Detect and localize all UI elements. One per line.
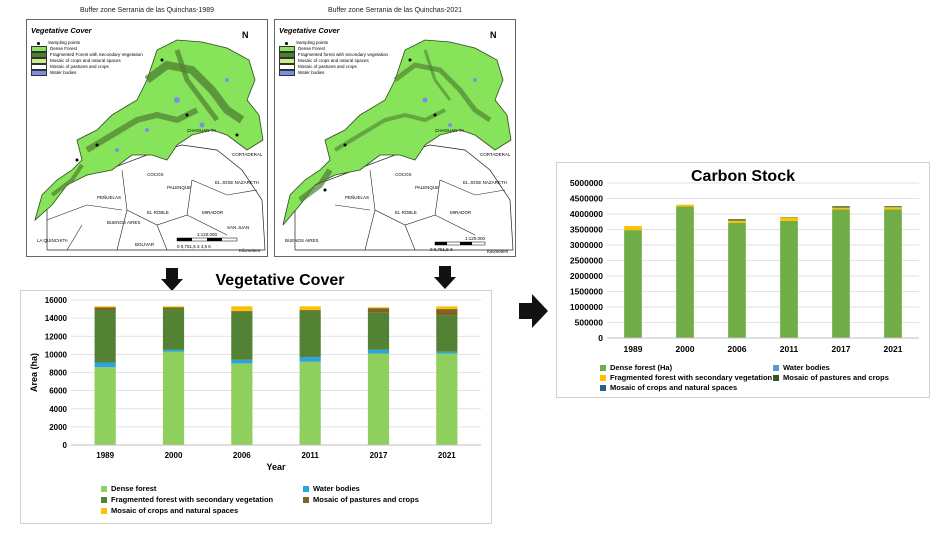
y-tick-label: 4000000	[569, 209, 603, 219]
y-tick-label: 1000000	[569, 302, 603, 312]
y-tick-label: 5000000	[569, 178, 603, 188]
bar-segment	[95, 306, 116, 307]
right-arrow-icon	[519, 303, 532, 319]
map-place-label: EL JOSE NAZARETH	[463, 180, 507, 185]
bar-segment	[436, 353, 457, 445]
map-legend-label: Mosaic of pastures and crops	[50, 64, 109, 69]
carbon-stock-title: Carbon Stock	[690, 168, 795, 185]
legend-label: Mosaic of crops and natural spaces	[111, 506, 239, 515]
legend-label: Water bodies	[783, 363, 830, 372]
carbon-stock-chart	[556, 162, 930, 398]
map-legend-swatch	[31, 70, 47, 76]
bar-segment	[163, 309, 184, 350]
map-legend-label: Mosaic of crops and natural spaces	[298, 58, 369, 63]
y-tick-label: 10000	[44, 350, 67, 360]
bar-segment	[231, 306, 252, 311]
x-axis-label: Year	[266, 462, 286, 472]
map-legend-label: Water bodies	[50, 70, 77, 75]
legend-item	[101, 506, 238, 515]
map-place-label: BOLIVAR	[135, 242, 155, 247]
bar-segment	[300, 357, 321, 362]
legend-label: Mosaic of crops and natural spaces	[610, 383, 738, 392]
y-tick-label: 3500000	[569, 224, 603, 235]
x-tick-label: 1989	[623, 344, 643, 354]
map-2021-legend	[279, 40, 388, 76]
vegetative-cover-plot	[21, 291, 491, 523]
down-arrow-head-icon	[434, 277, 456, 289]
map-1989-legend	[31, 40, 143, 76]
bar-segment	[95, 310, 116, 363]
y-tick-label: 0	[62, 441, 67, 450]
bar-segment	[624, 226, 642, 230]
bar-segment	[163, 352, 184, 445]
bar-segment	[163, 306, 184, 307]
map-place-label: CHAGUAN TA	[187, 128, 217, 133]
bar-segment	[231, 312, 252, 360]
bar-segment	[231, 363, 252, 445]
bar-segment	[300, 306, 321, 310]
map-legend-label: Mosaic of crops and natural spaces	[50, 58, 121, 63]
y-tick-label: 2000000	[569, 271, 603, 281]
x-tick-label: 2017	[831, 344, 851, 354]
bar-segment	[300, 362, 321, 445]
legend-label: Mosaic of pastures and crops	[313, 495, 419, 504]
map-1989	[26, 7, 268, 257]
map-1989-title: Buffer zone Serrania de las Quinchas-1989	[79, 7, 215, 14]
bar-segment	[368, 353, 389, 445]
bar-segment	[300, 311, 321, 357]
legend-item	[773, 373, 889, 382]
legend-item	[600, 373, 772, 382]
bar-segment	[163, 350, 184, 352]
bar-segment	[436, 315, 457, 351]
map-place-label: PEÑUELAS	[97, 195, 122, 200]
x-tick-label: 2017	[369, 451, 388, 460]
carbon-stock-plot	[557, 163, 929, 397]
y-axis-label: Area (ha)	[29, 352, 39, 393]
legend-swatch	[600, 375, 606, 381]
down-arrow-icon	[166, 268, 178, 279]
bar-segment	[368, 307, 389, 308]
legend-swatch	[773, 365, 779, 371]
bar-segment	[368, 313, 389, 350]
y-tick-label: 8000	[49, 368, 67, 378]
legend-swatch	[303, 497, 309, 503]
legend-item	[773, 363, 830, 372]
bar-segment	[832, 206, 850, 207]
legend-item	[101, 484, 156, 493]
y-tick-label: 14000	[44, 314, 67, 324]
y-tick-label: 12000	[44, 332, 67, 342]
legend-item	[600, 363, 672, 372]
y-tick-label: 3000000	[569, 240, 603, 250]
map-place-label: EL ROBLE	[147, 210, 169, 215]
bar-segment	[436, 306, 457, 309]
map-2021-scale: 0 0,751,5 3	[430, 247, 453, 252]
legend-item	[600, 383, 737, 392]
map-2021-title: Buffer zone Serrania de las Quinchas-2021	[327, 7, 463, 14]
map-legend-item	[31, 70, 143, 76]
map-legend-swatch	[279, 70, 295, 76]
bar-segment	[95, 367, 116, 445]
bar-segment	[300, 310, 321, 311]
bar-segment	[728, 221, 746, 223]
bar-segment	[436, 309, 457, 315]
legend-swatch	[600, 365, 606, 371]
map-place-label: PALENQUE	[415, 185, 440, 190]
x-tick-label: 2000	[164, 451, 183, 460]
map-legend-label: Dense Forest	[50, 46, 78, 51]
map-legend-label: Fragmented forest with secondary vegetation	[298, 52, 389, 57]
map-legend-label: Sampling points	[48, 40, 81, 45]
map-place-label: PALENQUE	[167, 185, 192, 190]
vegetative-cover-title: Vegetative Cover	[215, 272, 345, 289]
bar-segment	[624, 230, 642, 338]
y-tick-label: 16000	[44, 296, 67, 305]
map-legend-label: Fragmented Forest with Secondary Vegetation	[50, 52, 143, 57]
legend-item	[303, 484, 360, 493]
bar-segment	[368, 350, 389, 354]
map-legend-label: Water bodies	[298, 70, 325, 75]
vegetative-cover-chart	[20, 290, 492, 524]
bar-segment	[832, 209, 850, 338]
map-place-label: MIRADOR	[202, 210, 224, 215]
bar-segment	[676, 207, 694, 338]
y-tick-label: 2000	[49, 422, 67, 432]
legend-item	[303, 495, 419, 504]
bar-segment	[368, 308, 389, 313]
map-1989-ratio: 1:120.000	[197, 232, 218, 237]
bar-segment	[676, 205, 694, 207]
legend-swatch	[773, 375, 779, 381]
bar-segment	[832, 207, 850, 209]
legend-label: Fragmented forest with secondary vegetation	[111, 495, 274, 504]
y-tick-label: 500000	[574, 317, 603, 328]
x-tick-label: 2021	[437, 451, 456, 460]
map-legend-item	[279, 70, 388, 76]
north-arrow-icon: N	[242, 30, 249, 40]
map-place-label: MIRADOR	[450, 210, 472, 215]
down-arrow-icon	[439, 266, 451, 277]
bar-segment	[780, 221, 798, 338]
map-1989-scale: 0 0,751,5 3 4,5 6	[177, 244, 211, 249]
map-place-label: CORTADERAL	[480, 152, 511, 157]
map-place-label: PEÑUELAS	[345, 195, 370, 200]
legend-label: Mosaic of pastures and crops	[783, 373, 889, 382]
y-tick-label: 1500000	[569, 286, 603, 297]
bar-segment	[884, 209, 902, 338]
legend-label: Fragmented forest with secondary vegetation	[610, 373, 773, 382]
map-place-label: CORTADERAL	[232, 152, 263, 157]
bar-segment	[728, 223, 746, 338]
bar-segment	[95, 363, 116, 368]
bar-segment	[95, 307, 116, 310]
north-arrow-icon: N	[490, 30, 497, 40]
map-place-label: EL ROBLE	[395, 210, 417, 215]
map-place-label: LA QUINCHITA	[37, 238, 68, 243]
y-tick-label: 6000	[49, 386, 67, 396]
legend-swatch	[600, 385, 606, 391]
map-place-label: BUENOS AIRES	[285, 238, 319, 243]
x-tick-label: 2021	[883, 344, 903, 354]
legend-swatch	[303, 486, 309, 492]
map-2021-legend-title: Vegetative Cover	[279, 26, 340, 35]
bar-segment	[231, 311, 252, 312]
legend-swatch	[101, 508, 107, 514]
map-legend-swatch	[37, 42, 40, 45]
map-legend-swatch	[285, 42, 288, 45]
x-tick-label: 2011	[301, 451, 319, 460]
bar-segment	[163, 307, 184, 309]
right-arrow-head-icon	[532, 294, 548, 328]
map-1989-legend-title: Vegetative Cover	[31, 26, 92, 35]
legend-swatch	[101, 486, 107, 492]
x-tick-label: 2011	[779, 344, 799, 354]
x-tick-label: 2000	[675, 344, 695, 354]
map-place-label: COCOS	[395, 172, 412, 177]
x-tick-label: 2006	[232, 451, 251, 460]
map-place-label: EL JOSE NAZARETH	[215, 180, 259, 185]
bar-segment	[728, 219, 746, 220]
map-legend-label: Sampling points	[296, 40, 329, 45]
map-2021	[274, 7, 516, 257]
map-legend-label: Mosaic of pastures and crops	[298, 64, 357, 69]
map-2021-scale-units: Kilometers	[487, 249, 509, 254]
map-place-label: BUENOS AIRES	[107, 220, 141, 225]
x-tick-label: 1989	[96, 451, 115, 460]
legend-label: Dense forest	[111, 484, 157, 493]
map-1989-scale-units: Kilometers	[239, 248, 261, 253]
bar-segment	[436, 352, 457, 354]
legend-label: Water bodies	[313, 484, 360, 493]
legend-swatch	[101, 497, 107, 503]
legend-label: Dense forest (Ha)	[610, 363, 673, 372]
y-tick-label: 0	[598, 333, 603, 343]
map-legend-label: Dense Forest	[298, 46, 326, 51]
map-place-label: CHAGUAN TA	[435, 128, 465, 133]
bar-segment	[884, 206, 902, 207]
bar-segment	[780, 217, 798, 220]
map-place-label: SAN JUAN	[227, 225, 250, 230]
y-tick-label: 4000	[49, 404, 67, 414]
map-2021-ratio: 1:120.000	[465, 236, 486, 241]
y-tick-label: 4500000	[569, 193, 603, 204]
legend-item	[101, 495, 273, 504]
bar-segment	[231, 360, 252, 364]
x-tick-label: 2006	[727, 344, 747, 354]
map-place-label: COCOS	[147, 172, 164, 177]
y-tick-label: 2500000	[569, 255, 603, 266]
bar-segment	[884, 207, 902, 209]
